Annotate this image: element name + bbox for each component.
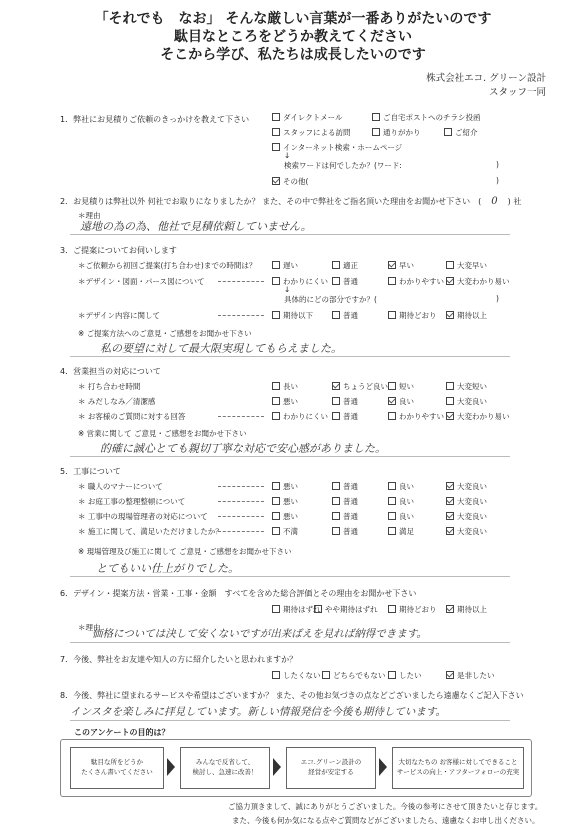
q5-r4-option[interactable]: 普通	[332, 526, 358, 537]
q5-comment-label: ※ 現場管理及び施工に関して ご意見・ご感想をお聞かせ下さい	[78, 547, 292, 556]
q5-r4-option[interactable]: 大変良い	[446, 526, 487, 537]
q5-r3-option[interactable]: 普通	[332, 511, 358, 522]
leader-line	[218, 416, 264, 417]
checkbox[interactable]	[388, 412, 396, 420]
q5-r2-option[interactable]: 悪い	[272, 496, 298, 507]
checkbox-checked[interactable]	[388, 261, 396, 269]
checkbox-checked[interactable]	[446, 497, 454, 505]
checkbox[interactable]	[272, 261, 280, 269]
checkbox[interactable]	[388, 277, 396, 285]
q3-answer: 私の要望に対して最大限実現してもらえました。	[100, 342, 342, 355]
checkbox[interactable]	[388, 311, 396, 319]
leader-line	[218, 531, 264, 532]
checkbox[interactable]	[388, 527, 396, 535]
leader-line	[218, 281, 264, 282]
q4-comment-label: ※ 営業に関して ご意見・ご感想をお聞かせ下さい	[78, 429, 247, 438]
q6-label: 6．デザイン・提案方法・営業・工事・金額 すべてを含めた総合評価とその理由をお聞かせ下さい	[60, 589, 417, 598]
q8-answer: インスタを楽しみに拝見しています。新しい情報発信を今後も期待しています。	[70, 706, 447, 718]
purpose-box-4: 大切なたちの お客様に対してできること サービスの向上・アフターフォローの充実	[392, 747, 524, 789]
header-line-2: 駄目なところをどうか教えてください	[174, 29, 412, 45]
q4-r2-option[interactable]: 悪い	[272, 396, 298, 407]
checkbox[interactable]	[272, 128, 280, 136]
checkbox[interactable]	[388, 497, 396, 505]
q4-answer: 的確に誠心とても親切丁寧な対応で安心感がありました。	[100, 442, 386, 455]
q6-option[interactable]: 期待はずれ	[272, 604, 321, 615]
q2-answer: 遠地の為の為、他社で見積依頼していません。	[80, 220, 312, 233]
q4-r1-label: ＊ 打ち合わせ時間	[78, 382, 141, 391]
leader-line	[218, 315, 264, 316]
checkbox[interactable]	[272, 497, 280, 505]
checkbox-checked[interactable]	[446, 412, 454, 420]
q5-r3-option[interactable]: 良い	[388, 511, 414, 522]
q6-option[interactable]: 期待以上	[446, 604, 487, 615]
q5-r4-option[interactable]: 満足	[388, 526, 414, 537]
q5-r1-label: ＊ 職人のマナーについて	[78, 482, 163, 491]
q7-option[interactable]: どちらでもない	[322, 670, 385, 681]
q2-reason-label: ＊理由	[78, 211, 101, 220]
right-arrow-icon	[273, 758, 281, 776]
q3-r2-option[interactable]: 普通	[332, 276, 358, 287]
q6-reason-label: ＊理由	[78, 623, 101, 632]
down-arrow-icon: ↓	[284, 285, 291, 294]
q6-answer: 価格については決して安くないですが出来ばえを見れば納得できます。	[92, 628, 427, 640]
right-arrow-icon	[379, 758, 387, 776]
checkbox[interactable]	[372, 128, 380, 136]
footer-line-1: ご協力頂きまして、誠にありがとうございました。今後の参考にさせて頂きたいと存じます。	[228, 802, 543, 811]
q1-close-paren: )	[496, 160, 499, 169]
q1-search-word-label: 検索ワードは何でしたか？(ワード:	[284, 161, 402, 170]
q3-r3-option[interactable]: 期待以下	[272, 310, 313, 321]
q1-opt-other[interactable]: その他(	[272, 176, 308, 187]
q3-comment-label: ※ ご提案方法へのご意見・ご感想をお聞かせ下さい	[78, 329, 252, 338]
checkbox[interactable]	[332, 497, 340, 505]
checkbox[interactable]	[332, 527, 340, 535]
q7-option[interactable]: したくない	[272, 670, 321, 681]
q7-label: 7．今後、弊社をお友達や知人の方に紹介したいと思われますか？	[60, 655, 298, 664]
checkbox[interactable]	[272, 113, 280, 121]
q1-opt-net[interactable]: インターネット検索・ホームページ	[272, 142, 402, 153]
q7-option[interactable]: したい	[388, 670, 422, 681]
q5-r3-option[interactable]: 悪い	[272, 511, 298, 522]
company-name: 株式会社エコ. グリーン設計	[426, 73, 546, 84]
footer-line-2: また、今後も何か気になる点やご質問などがございましたら、遠慮なくお申し出ください。	[232, 816, 540, 825]
checkbox[interactable]	[272, 277, 280, 285]
down-arrow-icon: ↓	[284, 151, 291, 160]
checkbox[interactable]	[332, 311, 340, 319]
q5-r1-option[interactable]: 大変良い	[446, 481, 487, 492]
checkbox[interactable]	[272, 512, 280, 520]
q5-r3-option[interactable]: 大変良い	[446, 511, 487, 522]
checkbox-checked[interactable]	[332, 382, 340, 390]
q2-label: 2．お見積りは弊社以外 何社でお取りになりましたか？ また、その中で弊社をご指名頂いた理由をお聞かせ下さい ( 0 ) 社	[60, 196, 522, 207]
checkbox[interactable]	[272, 311, 280, 319]
checkbox[interactable]	[332, 482, 340, 490]
q4-r1-option[interactable]: 短い	[388, 381, 414, 392]
checkbox[interactable]	[446, 261, 454, 269]
leader-line	[218, 501, 264, 502]
q4-r1-option[interactable]: 長い	[272, 381, 298, 392]
q3-detail-label: 具体的にどの部分ですか？(	[284, 295, 377, 304]
header-line-1: 「それでも なお」 そんな厳しい言葉が一番ありがたいのです	[94, 11, 492, 27]
checkbox[interactable]	[272, 482, 280, 490]
q4-r3-option[interactable]: わかりにくい	[272, 411, 328, 422]
checkbox-checked[interactable]	[446, 277, 454, 285]
checkbox[interactable]	[332, 261, 340, 269]
q3-r1-option[interactable]: 大変早い	[446, 260, 487, 271]
checkbox[interactable]	[272, 527, 280, 535]
checkbox[interactable]	[444, 128, 452, 136]
q4-r2-option[interactable]: 普通	[332, 396, 358, 407]
q5-r2-label: ＊ お庭工事の整理整頓について	[78, 497, 186, 506]
q4-r2-option[interactable]: 大変良い	[446, 396, 487, 407]
q1-opt-staff[interactable]: スタッフによる訪問	[272, 127, 351, 138]
q5-r1-option[interactable]: 悪い	[272, 481, 298, 492]
q3-r2-option[interactable]: わかりやすい	[388, 276, 444, 287]
checkbox-checked[interactable]	[446, 605, 454, 613]
checkbox-checked[interactable]	[272, 177, 280, 185]
purpose-title: このアンケートの目的は？	[74, 728, 170, 737]
checkbox[interactable]	[388, 382, 396, 390]
checkbox[interactable]	[332, 277, 340, 285]
checkbox[interactable]	[446, 397, 454, 405]
q6-option[interactable]: 期待どおり	[388, 604, 437, 615]
q5-r4-label: ＊ 施工に関して、満足いただけましたか？	[78, 527, 223, 536]
q4-r3-option[interactable]: 普通	[332, 411, 358, 422]
checkbox[interactable]	[388, 512, 396, 520]
checkbox[interactable]	[272, 671, 280, 679]
q4-r3-option[interactable]: わかりやすい	[388, 411, 444, 422]
q1-opt-dm[interactable]: ダイレクトメール	[272, 112, 342, 123]
q1-opt-intro[interactable]: ご紹介	[444, 127, 478, 138]
checkbox-checked[interactable]	[446, 311, 454, 319]
checkbox[interactable]	[332, 412, 340, 420]
q5-r1-option[interactable]: 良い	[388, 481, 414, 492]
q3-r1-option[interactable]: 遅い	[272, 260, 298, 271]
q5-r2-option[interactable]: 普通	[332, 496, 358, 507]
checkbox[interactable]	[322, 671, 330, 679]
q7-option[interactable]: 是非したい	[446, 670, 495, 681]
checkbox[interactable]	[388, 482, 396, 490]
q5-r2-option[interactable]: 良い	[388, 496, 414, 507]
q1-opt-pass[interactable]: 通りがかり	[372, 127, 421, 138]
q1-opt-post[interactable]: ご自宅ポストへのチラシ投函	[372, 112, 481, 123]
q5-r3-label: ＊ 工事中の現場管理者の対応について	[78, 512, 208, 521]
purpose-box-2: みんなで反省して、 検討し、急速に改善！	[180, 747, 270, 789]
q5-r4-option[interactable]: 不満	[272, 526, 298, 537]
q3-label: 3．ご提案についてお伺いします	[60, 246, 177, 255]
q5-label: 5．工事について	[60, 467, 121, 476]
q3-r2-label: ＊デザイン・図面・パース図について	[78, 277, 205, 286]
checkbox[interactable]	[372, 113, 380, 121]
header-line-3: そこから学び、私たちは成長したいのです	[160, 47, 426, 63]
q8-label: 8．今後、弊社に望まれるサービスや希望はございますか？ また、その他お気づきの点などございましたら遠慮なくご記入下さい	[60, 691, 524, 700]
q3-r3-option[interactable]: 期待どおり	[388, 310, 437, 321]
purpose-box-3: エコ.グリーン設計の 経営が安定する	[286, 747, 376, 789]
q3-r3-option[interactable]: 期待以上	[446, 310, 487, 321]
checkbox[interactable]	[272, 397, 280, 405]
q3-r1-option[interactable]: 適正	[332, 260, 358, 271]
q3-r3-option[interactable]: 普通	[332, 310, 358, 321]
checkbox[interactable]	[272, 605, 280, 613]
q3-r2-option[interactable]: 大変わかり易い	[446, 276, 510, 287]
q4-r1-option[interactable]: ちょうど良い	[332, 381, 388, 392]
q3-r3-label: ＊デザイン内容に関して	[78, 311, 160, 320]
purpose-box-1: 駄目な所をどうか たくさん書いてください	[70, 747, 164, 789]
checkbox[interactable]	[272, 382, 280, 390]
checkbox-checked[interactable]	[446, 671, 454, 679]
q1-label: 1．弊社にお見積りご依頼のきっかけを教えて下さい	[60, 115, 250, 124]
q5-r1-option[interactable]: 普通	[332, 481, 358, 492]
checkbox[interactable]	[446, 382, 454, 390]
checkbox[interactable]	[388, 671, 396, 679]
q5-r2-option[interactable]: 大変良い	[446, 496, 487, 507]
q2-count: 0	[491, 196, 498, 207]
q3-detail-close: )	[496, 294, 499, 303]
leader-line	[218, 486, 264, 487]
checkbox[interactable]	[272, 143, 280, 151]
q5-answer: とてもいい仕上がりでした。	[96, 562, 239, 575]
checkbox[interactable]	[332, 512, 340, 520]
q3-r1-label: ＊ご依頼から初回ご提案(打ち合わせ)までの時間は？	[78, 261, 257, 270]
q4-r2-option[interactable]: 良い	[388, 396, 414, 407]
checkbox[interactable]	[272, 412, 280, 420]
checkbox[interactable]	[388, 605, 396, 613]
q6-option[interactable]: やや期待はずれ	[314, 604, 378, 615]
q4-r3-option[interactable]: 大変わかり易い	[446, 411, 510, 422]
checkbox-checked[interactable]	[388, 397, 396, 405]
checkbox-checked[interactable]	[446, 527, 454, 535]
q1-close-paren-2: )	[496, 176, 499, 185]
q4-r3-label: ＊ お客様のご質問に対する回答	[78, 412, 186, 421]
q4-r2-label: ＊ みだしなみ／清潔感	[78, 397, 156, 406]
q3-r2-option[interactable]: わかりにくい	[272, 276, 328, 287]
staff-label: スタッフ一同	[488, 87, 546, 98]
checkbox[interactable]	[314, 605, 322, 613]
q4-label: 4．営業担当の対応について	[60, 367, 161, 376]
checkbox-checked[interactable]	[446, 512, 454, 520]
checkbox-checked[interactable]	[446, 482, 454, 490]
q3-r1-option[interactable]: 早い	[388, 260, 414, 271]
checkbox[interactable]	[332, 397, 340, 405]
right-arrow-icon	[167, 758, 175, 776]
leader-line	[218, 516, 264, 517]
q4-r1-option[interactable]: 大変短い	[446, 381, 487, 392]
